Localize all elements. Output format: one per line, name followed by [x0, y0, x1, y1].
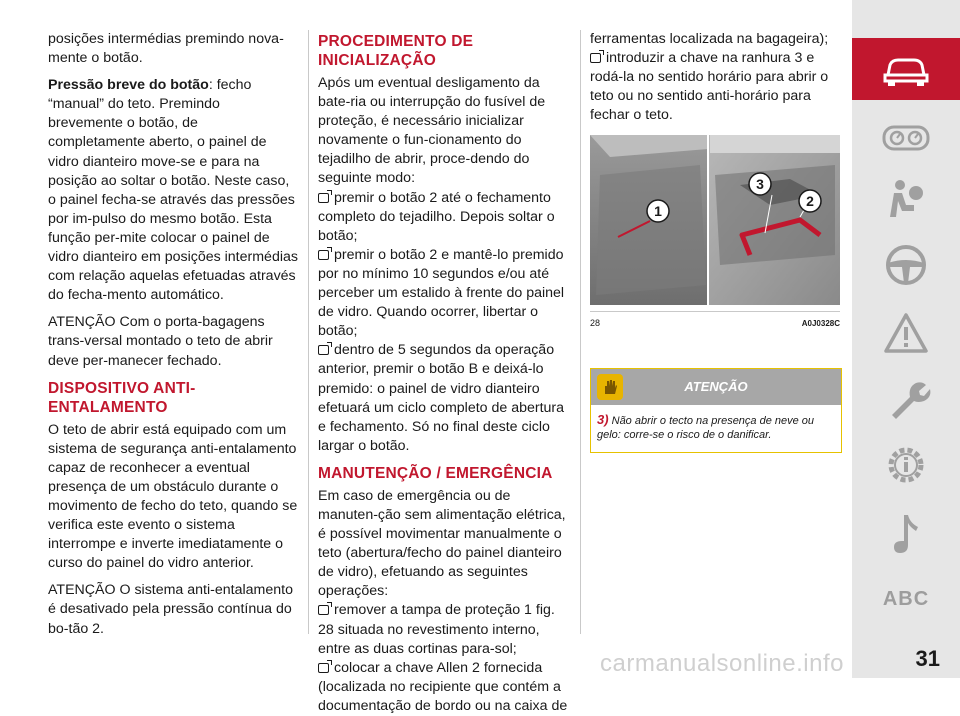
column-divider: [580, 30, 581, 634]
warning-triangle-icon: [880, 311, 932, 355]
nav-index-button[interactable]: [852, 568, 960, 630]
nav-emergency-button[interactable]: [852, 302, 960, 364]
dashboard-gauges-icon: [880, 115, 932, 159]
technical-data-gear-icon: [880, 443, 932, 487]
text-column-3: [590, 30, 840, 453]
column-divider: [308, 30, 309, 634]
paragraph: Em caso de emergência ou de manuten-ção sem alimentação elétrica, é possível movimentar manualmente o teto (abertura/fecho do painel dianteiro de vidro), efetuando as seguintes operações:: [318, 487, 566, 600]
step-bullet-icon: [318, 605, 329, 615]
text-column-1: [48, 30, 298, 647]
paragraph: posições intermédias premindo nova-mente o botão.: [48, 31, 284, 67]
nav-instruments-button[interactable]: [852, 106, 960, 168]
wrench-icon: [880, 377, 932, 421]
figure-caption: [590, 311, 840, 333]
step-bullet-icon: [318, 250, 329, 260]
figure-callout-1: [647, 200, 669, 222]
nav-multimedia-button[interactable]: [852, 502, 960, 564]
svg-text:1: 1: [654, 203, 662, 220]
warning-text: Não abrir o tecto na presença de neve ou gelo: corre-se o risco de o danificar.: [597, 414, 815, 441]
warning-number: 3): [597, 411, 609, 427]
section-heading: MANUTENÇÃO / EMERGÊNCIA: [318, 464, 553, 482]
warning-header: [591, 369, 841, 405]
step-bullet-icon: [318, 345, 329, 355]
nav-technical-data-button[interactable]: [852, 434, 960, 496]
svg-text:2: 2: [806, 193, 814, 210]
paragraph: [48, 76, 298, 305]
step-item: [318, 659, 568, 716]
warning-body: [591, 405, 841, 452]
figure-code: A0J0328C: [801, 319, 840, 329]
svg-text:3: 3: [756, 176, 764, 193]
warning-hand-icon: [597, 374, 623, 400]
index-abc-label: ABC: [882, 587, 930, 610]
step-text: premir o botão 2 e mantê-lo premido por no mínimo 10 segundos e/ou até perceber um estalido à frente do painel de vidro. Quando ocorrer, libertar o botão;: [318, 246, 565, 340]
watermark: carmanualsonline.info: [600, 650, 844, 677]
step-item: [318, 601, 568, 658]
page-number: 31: [915, 646, 940, 671]
text-column-2: [318, 30, 568, 716]
nav-maintenance-button[interactable]: [852, 368, 960, 430]
figure-callout-3: [749, 173, 771, 195]
bold-term: Pressão breve do botão: [48, 77, 209, 94]
paragraph: ferramentas localizada na bagageira);: [590, 31, 829, 47]
step-text: colocar a chave Allen 2 fornecida (localizada no recipiente que contém a documentação de bordo ou na caixa de: [318, 659, 568, 714]
chapter-sidebar: [852, 0, 960, 678]
nav-car-button[interactable]: [852, 38, 960, 100]
nav-safety-button[interactable]: [852, 168, 960, 230]
step-text: premir o botão 2 até o fechamento completo do tejadilho. Depois soltar o botão;: [318, 189, 555, 244]
paragraph-text: : fecho “manual” do teto. Premindo brevemente o botão, de completamente aberto, o painel de vidro dianteiro move-se e para na posição ao soltar o botão. Neste caso, o painel fecha-se através das pressões por im-pulso do mesmo botão. Esta função per-mite colocar o painel de vidro dianteiro em posições intermédias com relação aquelas efetuadas através do fecha-mento automático.: [48, 77, 298, 304]
music-note-icon: [880, 511, 932, 555]
step-text: introduzir a chave na ranhura 3 e rodá-la no sentido horário para abrir o teto ou no sentido anti-horário para fechar o teto.: [590, 50, 829, 124]
figure-callout-2: [799, 190, 821, 212]
warning-box: [590, 368, 842, 453]
paragraph: ATENÇÃO Com o porta-bagagens trans-versal montado o teto de abrir deve per-manecer fechado.: [48, 314, 273, 369]
section-heading: PROCEDIMENTO DE INICIALIZAÇÃO: [318, 33, 474, 69]
figure-number: 28: [590, 318, 601, 329]
step-item: [318, 246, 568, 341]
step-item: [318, 341, 568, 456]
paragraph: O teto de abrir está equipado com um sistema de segurança anti-entalamento capaz de reconhecer a eventual presença de um obstáculo durante o movimento de fecho do teto, quando se verifica este evento o sistema interrompe e inverte imediatamente o curso do painel do vidro anterior.: [48, 421, 298, 572]
steering-wheel-icon: [880, 243, 932, 287]
car-icon: [880, 47, 932, 91]
step-item: [318, 189, 568, 246]
nav-driving-button[interactable]: [852, 234, 960, 296]
figure-28-sunroof-manual-operation: [590, 135, 840, 305]
step-text: remover a tampa de proteção 1 fig. 28 situada no revestimento interno, entre as duas cortinas para-sol;: [318, 602, 555, 657]
airbag-passenger-icon: [880, 177, 932, 221]
warning-title: ATENÇÃO: [684, 379, 748, 395]
paragraph: ATENÇÃO O sistema anti-entalamento é desativado pela pressão contínua do bo-tão 2.: [48, 582, 293, 637]
figure-illustration: [590, 135, 840, 305]
section-heading: DISPOSITIVO ANTI-ENTALAMENTO: [48, 379, 196, 416]
step-item: [590, 49, 840, 125]
step-bullet-icon: [318, 193, 329, 203]
step-bullet-icon: [590, 53, 601, 63]
paragraph: Após um eventual desligamento da bate-ria ou interrupção do fusível de proteção, é necessário inicializar novamente o fun-cionamento do tejadilho de abrir, proce-dendo do seguinte modo:: [318, 75, 546, 187]
step-text: dentro de 5 segundos da operação anterior, premir o botão B e deixá-lo premido: o painel de vidro dianteiro efetuará um ciclo completo de abertura e fechamento. Só no final deste ciclo largar o botão.: [318, 342, 565, 454]
step-bullet-icon: [318, 663, 329, 673]
